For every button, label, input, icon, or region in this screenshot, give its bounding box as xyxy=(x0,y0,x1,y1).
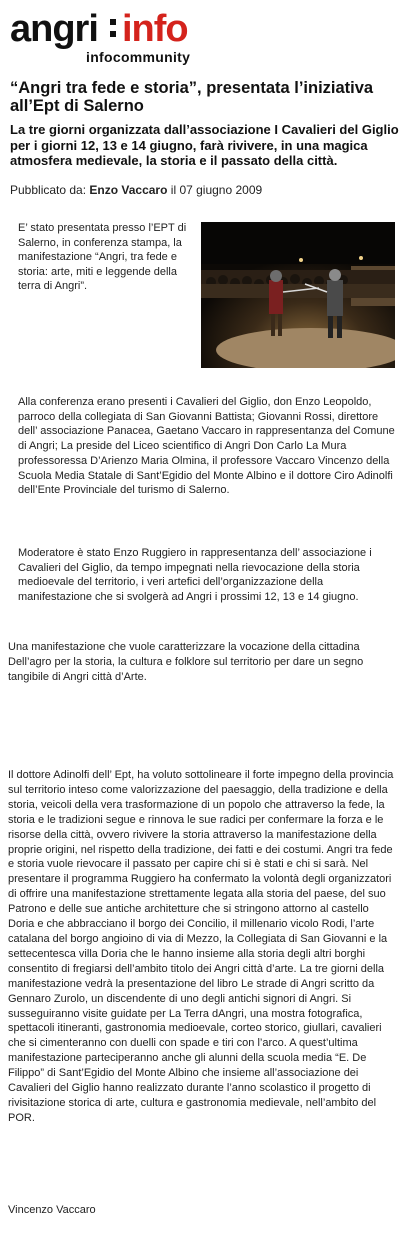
article-title: “Angri tra fede e storia”, presentata l’iniziativa all’Ept di Salerno xyxy=(10,79,374,115)
article-subtitle: La tre giorni organizzata dall’associazione I Cavalieri del Giglio per i giorni 12, 13 e 14 giugno, farà rivivere, in una magica atmosfera medievale, la storia e il passato della città. xyxy=(10,122,399,168)
byline-author: Enzo Vaccaro xyxy=(89,183,168,197)
article-signature: Vincenzo Vaccaro xyxy=(8,1204,96,1216)
article-byline xyxy=(10,183,262,197)
article-paragraph-2: Moderatore è stato Enzo Ruggiero in rappresentanza dell’ associazione i Cavalieri del Giglio, da tempo impegnati nella rievocazione della storia medioevale del territorio, i veri artefici dell’organizzazione della manifestazione che si svolgerà ad Angri i prossimi 12, 13 e 14 giugno. xyxy=(18,547,372,604)
logo-angri-text: angri xyxy=(10,8,98,50)
logo-info-text: info xyxy=(122,8,188,50)
article-intro: E’ stato presentata presso l’EPT di Salerno, in conferenza stampa, la manifestazione “Angri, tra fede e storia: arte, miti e leggende della terra di Angri”. xyxy=(18,222,187,293)
site-logo[interactable] xyxy=(10,8,216,65)
byline-prefix: Pubblicato da: xyxy=(10,183,90,197)
logo-dots xyxy=(110,19,116,43)
article-paragraph-4: Il dottore Adinolfi dell’ Ept, ha voluto sottolineare il forte impegno della provincia sul territorio inteso come valorizzazione del paesaggio, della tradizione e della storia, veicoli della vera trasformazione di un popolo che attraverso la fede, la storia e le tradizioni segue e rinnova le sue radici per confermare la forza e le risorse della città, ovvero rivivere la storia attraverso la manifestazione della proprie origini, nel rispetto della tradizione, dei fatti e dei costumi. Angri tra fede e storia vuole rievocare il passato per capire chi si è stati e chi si sarà. Nel presentare il programma Ruggiero ha confermato la volontà degli organizzatori di offrire una manifestazione strettamente legata alla storia del paese, del suo Patrono e delle sue antiche architetture che si stringono attorno al castello Doria e che abbracciano il borgo dei Concilio, il millenario vicolo Rodi, l’arte catalana del borgo angioino di via di Mezzo, la Collegiata di San Giovanni e la settecentesca villa Doria che le hanno insieme alla storia degli altri borghi consentito di fregiarsi dell’ambito titolo dei Angri città d’arte. La tre giorni della manifestazione vedrà la presentazione del libro Le strade di Angri scritto da Gennaro Zurolo, un discendente di uno degli antichi signori di Angri. Si susseguiranno visite guidate per La Terra dAngri, una mostra fotografica, spettacoli itineranti, gastronomia medioevale, corteo storico, giullari, cavalieri che si cimenteranno con duelli con spade e tiri con l’arco. A quest’ultima manifestazione parteciperanno anche gli alunni della scuola media “E. De Filippo” di Sant’Egidio del Monte Albino che insieme all’associazione dei Cavalieri del Giglio hanno realizzato durante l’anno scolastico il progetto di rivisitazione storica di arte, cultura e gastronomia medievale, nell’ambito del POR. xyxy=(8,769,394,1124)
article-paragraph-1: Alla conferenza erano presenti i Cavalieri del Giglio, don Enzo Leopoldo, parroco della collegiata di San Giovanni Battista; Giovanni Rossi, direttore dell’ associazione Panacea, Gaetano Vaccaro in rappresentanza del Comune di Angri; La preside del Liceo scientifico di Angri Don Carlo La Mura professoressa D’Arienzo Maria Olmina, il professore Vaccaro Vincenzo della Scuola Media Statale di Sant’Egidio del Monte Albino e il dottore Ciro Adinolfi dell’Ente Provinciale del turismo di Salerno. xyxy=(18,396,395,497)
article-paragraph-3: Una manifestazione che vuole caratterizzare la vocazione della cittadina Dell’agro per la storia, la cultura e folklore sul territorio per dare un segno tangibile di Angri città d’Arte. xyxy=(8,641,364,683)
byline-date: il 07 giugno 2009 xyxy=(167,183,263,197)
logo-subtitle: infocommunity xyxy=(86,49,191,65)
article-photo xyxy=(201,222,395,368)
